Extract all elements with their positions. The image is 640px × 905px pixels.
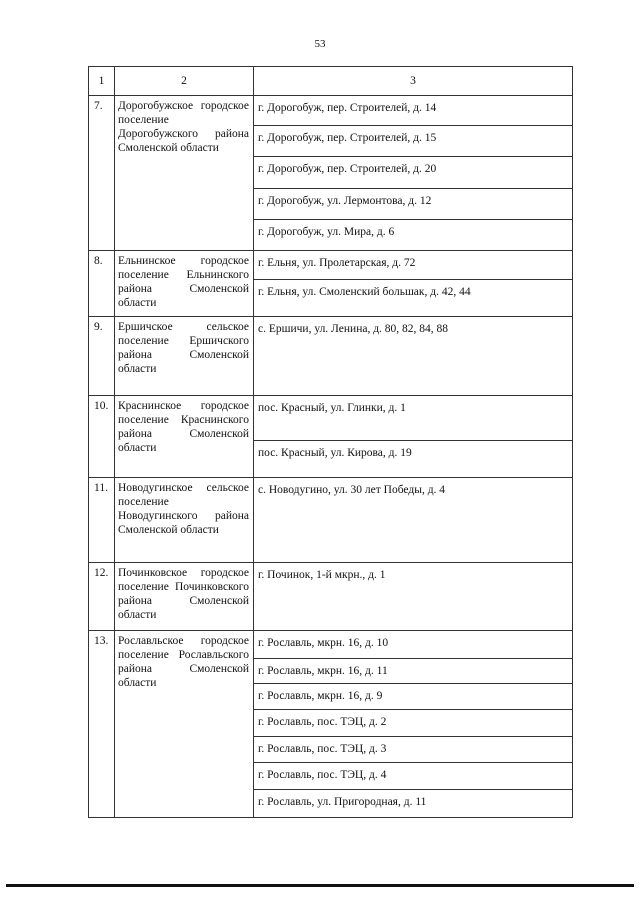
address-cell bbox=[254, 563, 573, 631]
table-row bbox=[89, 631, 573, 818]
settlement-name: Новодугинское сельское поселение Новодугинского района Смоленской области bbox=[115, 478, 254, 563]
address-cell bbox=[254, 251, 573, 317]
row-number: 7. bbox=[89, 96, 115, 251]
row-number: 12. bbox=[89, 563, 115, 631]
address-cell bbox=[254, 478, 573, 563]
address-item: г. Рославль, мкрн. 16, д. 11 bbox=[254, 658, 572, 683]
address-item: г. Починок, 1-й мкрн., д. 1 bbox=[258, 569, 386, 581]
table-row bbox=[89, 251, 573, 317]
address-item: г. Рославль, мкрн. 16, д. 10 bbox=[258, 637, 389, 649]
settlement-name: Дорогобужское городское поселение Дорогобужского района Смоленской области bbox=[115, 96, 254, 251]
row-number: 9. bbox=[89, 317, 115, 396]
address-item: пос. Красный, ул. Кирова, д. 19 bbox=[254, 440, 572, 477]
row-number: 10. bbox=[89, 396, 115, 478]
settlement-name: Ельнинское городское поселение Ельнинского района Смоленской области bbox=[115, 251, 254, 317]
address-item: г. Ельня, ул. Смоленский большак, д. 42, 44 bbox=[254, 279, 572, 316]
page-number: 53 bbox=[314, 38, 326, 50]
address-cell bbox=[254, 396, 573, 478]
row-number: 8. bbox=[89, 251, 115, 317]
address-item: г. Рославль, ул. Пригородная, д. 11 bbox=[254, 789, 572, 817]
address-item: г. Рославль, пос. ТЭЦ, д. 4 bbox=[254, 762, 572, 789]
registry-table bbox=[88, 66, 573, 818]
column-header: 1 bbox=[89, 67, 115, 96]
address-item: с. Ершичи, ул. Ленина, д. 80, 82, 84, 88 bbox=[258, 323, 449, 335]
settlement-name: Ершичское сельское поселение Ершичского района Смоленской области bbox=[115, 317, 254, 396]
row-number: 11. bbox=[89, 478, 115, 563]
row-number: 13. bbox=[89, 631, 115, 818]
address-item: г. Дорогобуж, ул. Лермонтова, д. 12 bbox=[254, 188, 572, 219]
table-row bbox=[89, 396, 573, 478]
table-row bbox=[89, 478, 573, 563]
address-cell bbox=[254, 96, 573, 251]
address-item: г. Ельня, ул. Пролетарская, д. 72 bbox=[258, 257, 416, 269]
address-item: г. Рославль, пос. ТЭЦ, д. 2 bbox=[254, 709, 572, 736]
address-item: пос. Красный, ул. Глинки, д. 1 bbox=[258, 402, 406, 414]
address-item: г. Рославль, пос. ТЭЦ, д. 3 bbox=[254, 736, 572, 762]
column-header: 2 bbox=[115, 67, 254, 96]
column-header: 3 bbox=[254, 67, 573, 96]
address-cell bbox=[254, 317, 573, 396]
address-item: г. Рославль, мкрн. 16, д. 9 bbox=[254, 683, 572, 709]
table-row bbox=[89, 317, 573, 396]
address-item: г. Дорогобуж, ул. Мира, д. 6 bbox=[254, 219, 572, 250]
address-item: г. Дорогобуж, пер. Строителей, д. 15 bbox=[254, 125, 572, 156]
address-item: г. Дорогобуж, пер. Строителей, д. 20 bbox=[254, 156, 572, 188]
table-row bbox=[89, 563, 573, 631]
table-row bbox=[89, 96, 573, 251]
page-bottom-rule bbox=[6, 884, 634, 887]
settlement-name: Рославльское городское поселение Рославльского района Смоленской области bbox=[115, 631, 254, 818]
table-header-row bbox=[89, 67, 573, 96]
address-item: с. Новодугино, ул. 30 лет Победы, д. 4 bbox=[258, 484, 446, 496]
settlement-name: Краснинское городское поселение Краснинского района Смоленской области bbox=[115, 396, 254, 478]
settlement-name: Починковское городское поселение Починковского района Смоленской области bbox=[115, 563, 254, 631]
address-cell bbox=[254, 631, 573, 818]
address-item: г. Дорогобуж, пер. Строителей, д. 14 bbox=[258, 102, 437, 114]
